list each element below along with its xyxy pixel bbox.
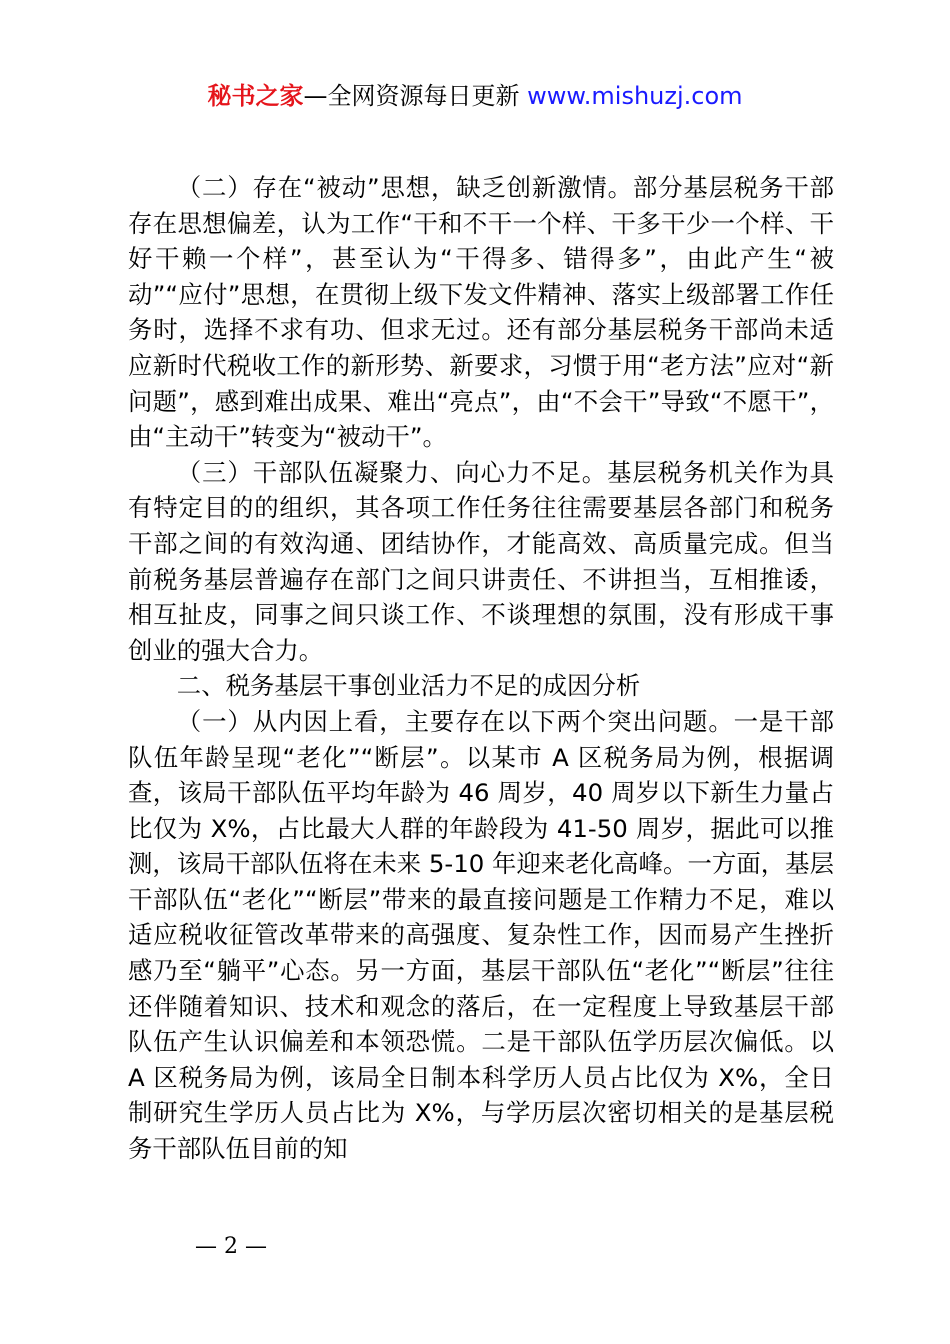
site-url-link[interactable]: www.mishuzj.com bbox=[527, 82, 743, 110]
paragraph-internal-causes: （一）从内因上看，主要存在以下两个突出问题。一是干部队伍年龄呈现“老化”“断层”。以某市 A 区税务局为例，根据调查，该局干部队伍平均年龄为 46 周岁，40 周岁以下新生力量占比仅为 X%，占比最大人群的年龄段为 41-50 周岁，据此可以推测，该局干部队伍将在未来 5-10 年迎来老化高峰。一方面，基层干部队伍“老化”“断层”带来的最直接问题是工作精力不足，难以适应税收征管改革带来的高强度、复杂性工作，因而易产生挫折感乃至“躺平”心态。另一方面，基层干部队伍“老化”“断层”往往还伴随着知识、技术和观念的落后，在一定程度上导致基层干部队伍产生认识偏差和本领恐慌。二是干部队伍学历层次偏低。以 A 区税务局为例，该局全日制本科学历人员占比仅为 X%，全日制研究生学历人员占比为 X%，与学历层次密切相关的是基层税务干部队伍目前的知 bbox=[128, 706, 834, 1164]
header-slogan: —全网资源每日更新 bbox=[303, 82, 528, 110]
paragraph-cohesion: （三）干部队伍凝聚力、向心力不足。基层税务机关作为具有特定目的的组织，其各项工作任务往往需要基层各部门和税务干部之间的有效沟通、团结协作，才能高效、高质量完成。但当前税务基层普遍存在部门之间只讲责任、不讲担当，互相推诿，相互扯皮，同事之间只谈工作、不谈理想的氛围，没有形成干事创业的强大合力。 bbox=[128, 457, 834, 665]
brand-name: 秘书之家 bbox=[207, 82, 304, 110]
paragraph-passive-thinking: （二）存在“被动”思想，缺乏创新激情。部分基层税务干部存在思想偏差，认为工作“干和不干一个样、干多干少一个样、干好干赖一个样”，甚至认为“干得多、错得多”，由此产生“被动”“应付”思想，在贯彻上级下发文件精神、落实上级部署工作任务时，选择不求有功、但求无过。还有部分基层税务干部尚未适应新时代税收工作的新形势、新要求，习惯于用“老方法”应对“新问题”，感到难出成果、难出“亮点”，由“不会干”导致“不愿干”，由“主动干”转变为“被动干”。 bbox=[128, 173, 834, 452]
section-heading-cause-analysis: 二、税务基层干事创业活力不足的成因分析 bbox=[176, 671, 641, 701]
page-number: — 2 — bbox=[195, 1234, 267, 1259]
site-header bbox=[0, 80, 950, 112]
document-body bbox=[128, 170, 834, 1167]
